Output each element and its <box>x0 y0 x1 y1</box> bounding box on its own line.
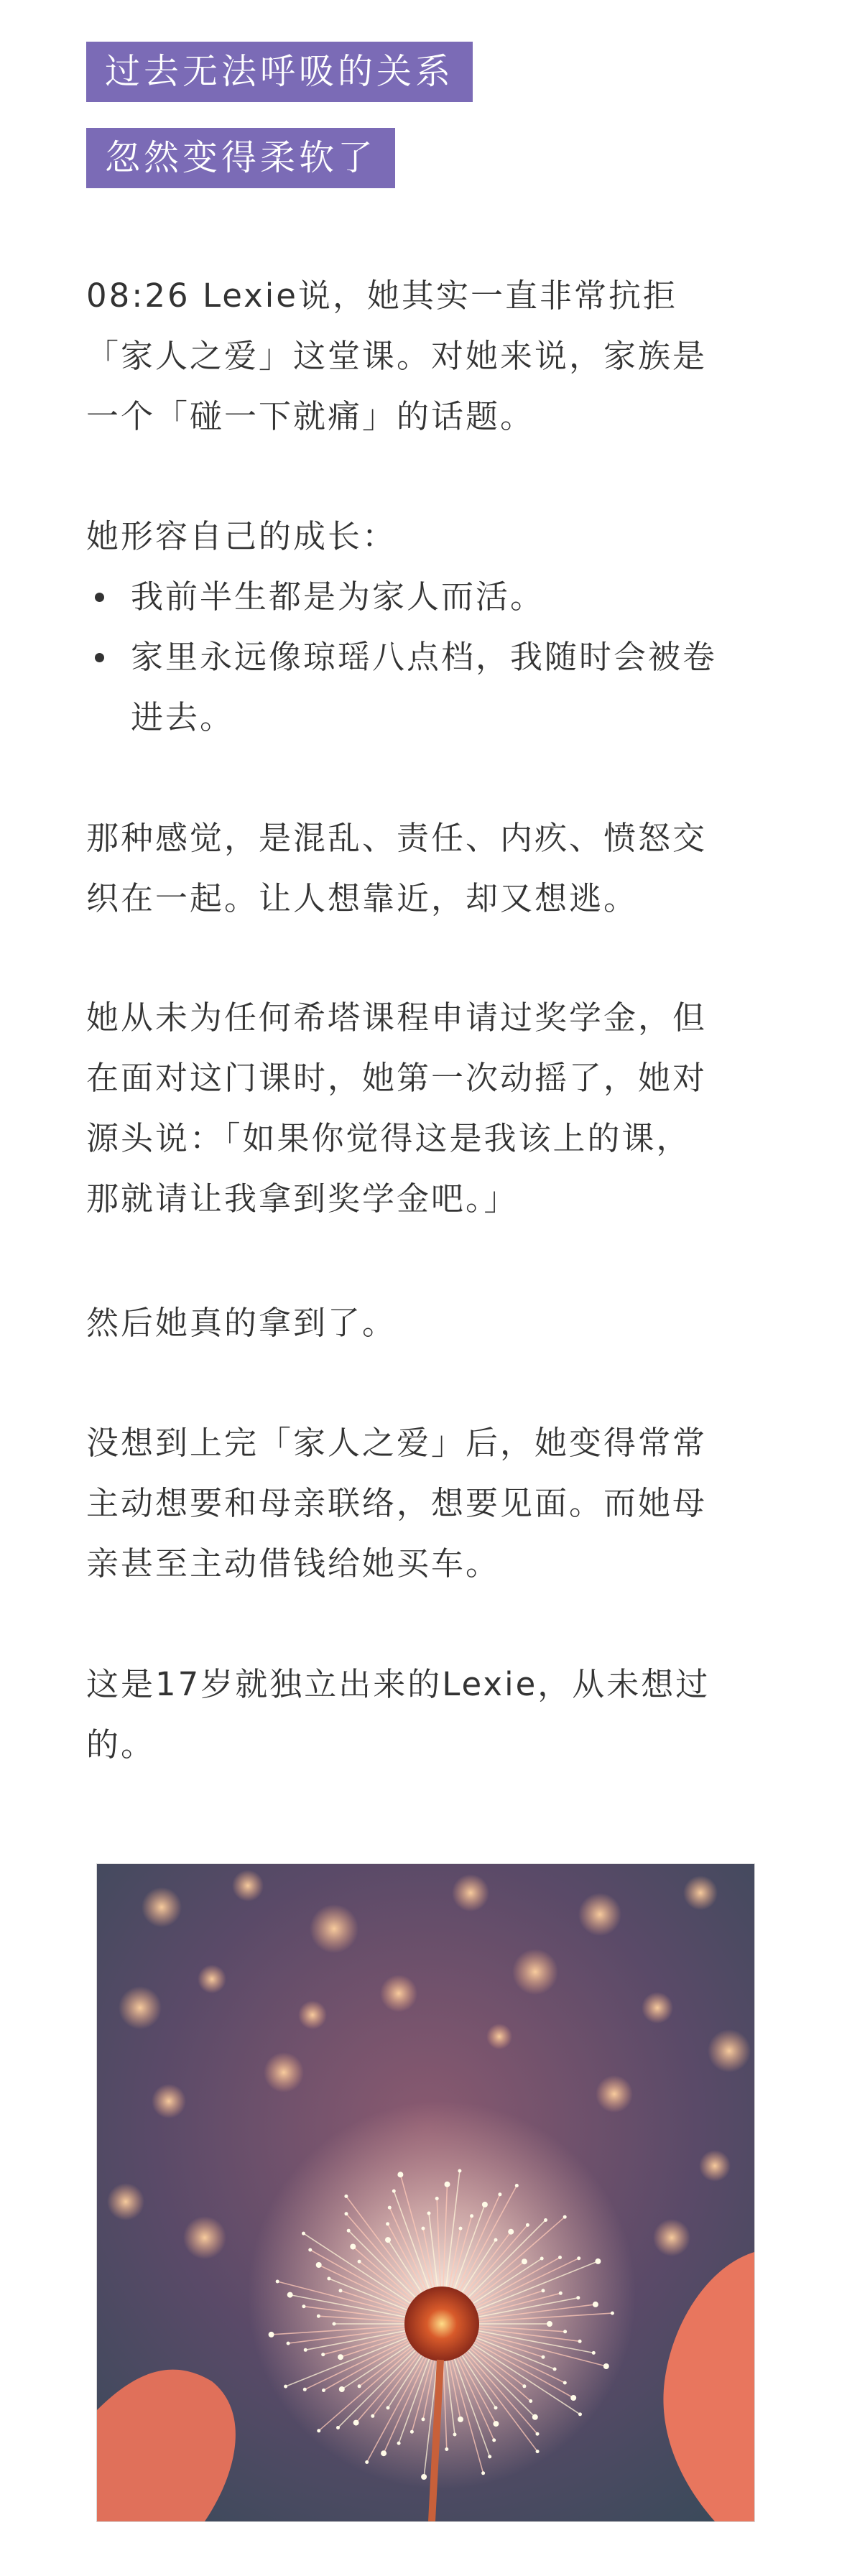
seed-sparkle <box>522 2258 527 2264</box>
seed-sparkle <box>371 2414 374 2418</box>
text-line: 在面对这门课时，她第一次动摇了，她对 <box>86 1059 708 1097</box>
dandelion-core <box>404 2287 479 2361</box>
seed-sparkle <box>422 2227 425 2230</box>
bokeh-light <box>683 1876 718 1910</box>
bokeh-light <box>512 1949 558 1995</box>
seed-sparkle <box>578 2340 582 2343</box>
seed-sparkle <box>321 2353 325 2356</box>
seed-sparkle <box>494 2406 498 2409</box>
seed-sparkle <box>302 2304 305 2308</box>
seed-sparkle <box>358 2260 361 2264</box>
seed-sparkle <box>287 2342 290 2345</box>
seed-sparkle <box>563 2381 567 2385</box>
seed-sparkle <box>336 2426 340 2429</box>
seed-sparkle <box>570 2395 576 2401</box>
seed-sparkle <box>611 2312 614 2315</box>
seed-sparkle <box>316 2262 322 2268</box>
seed-sparkle <box>303 2388 307 2391</box>
bokeh-light <box>699 2150 731 2182</box>
text-line: 她形容自己的成长： <box>86 517 397 555</box>
seed-sparkle <box>459 2227 463 2230</box>
bokeh-light <box>119 1986 162 2029</box>
bokeh-light <box>708 2029 751 2072</box>
seed-sparkle <box>526 2223 529 2227</box>
paragraph-5 <box>86 1293 769 1353</box>
seed-sparkle <box>508 2229 514 2235</box>
seed-sparkle <box>353 2420 359 2426</box>
bokeh-light <box>298 2001 327 2029</box>
seed-sparkle <box>592 2351 596 2355</box>
bokeh-light <box>653 2219 690 2256</box>
bokeh-light <box>486 2024 512 2049</box>
seed-sparkle <box>347 2229 351 2233</box>
seed-sparkle <box>427 2212 431 2215</box>
text-line: 亲甚至主动借钱给她买车。 <box>86 1544 501 1583</box>
seed-sparkle <box>542 2355 545 2359</box>
seed-sparkle <box>576 2296 580 2299</box>
seed-sparkle <box>302 2232 305 2236</box>
seed-sparkle <box>458 2417 463 2422</box>
bullet-icon <box>95 593 104 602</box>
seed-sparkle <box>358 2384 361 2388</box>
seed-sparkle <box>540 2257 544 2261</box>
seed-sparkle <box>287 2292 293 2298</box>
seed-sparkle <box>578 2412 582 2416</box>
bokeh-light <box>380 1975 417 2012</box>
seed-sparkle <box>327 2277 330 2281</box>
seed-sparkle <box>339 2386 345 2392</box>
text-line: 那就请让我拿到奖学金吧。」 <box>86 1180 519 1218</box>
seed-sparkle <box>593 2302 598 2307</box>
headline-line-1: 过去无法呼吸的关系 <box>86 42 473 102</box>
seed-sparkle <box>529 2399 532 2403</box>
paragraph-7 <box>86 1654 769 1775</box>
bokeh-light <box>642 1992 673 2024</box>
seed-sparkle <box>515 2184 519 2187</box>
seed-sparkle <box>458 2169 461 2173</box>
list-item <box>86 627 769 748</box>
paragraph-2 <box>86 506 769 567</box>
bokeh-light <box>142 1887 182 1927</box>
seed-sparkle <box>284 2385 287 2389</box>
seed-sparkle <box>498 2192 501 2196</box>
seed-sparkle <box>563 2215 567 2219</box>
seed-sparkle <box>532 2414 538 2420</box>
text-line: 的。 <box>86 1725 156 1764</box>
seed-sparkle <box>522 2384 526 2388</box>
seed-sparkle <box>350 2244 356 2250</box>
seed-sparkle <box>453 2433 457 2437</box>
seed-sparkle <box>422 2417 425 2421</box>
bullet-list <box>86 567 769 748</box>
seed-sparkle <box>553 2368 557 2371</box>
text-line: 那种感觉，是混乱、责任、内疚、愤怒交 <box>86 819 708 857</box>
text-line: 她从未为任何希塔课程申请过奖学金，但 <box>86 999 708 1037</box>
seed-sparkle <box>494 2238 498 2242</box>
text-line: 主动想要和母亲联络，想要见面。而她母 <box>86 1484 708 1522</box>
seed-sparkle <box>344 2195 348 2198</box>
text-line: 一个「碰一下就痛」的话题。 <box>86 397 535 435</box>
bokeh-light <box>310 1904 358 1953</box>
paragraph-6 <box>86 1413 769 1594</box>
seed-sparkle <box>488 2455 491 2458</box>
seed-sparkle <box>392 2190 396 2193</box>
seed-sparkle <box>388 2206 392 2210</box>
seed-sparkle <box>381 2450 387 2456</box>
seed-sparkle <box>421 2474 427 2480</box>
bokeh-light <box>152 2084 186 2118</box>
seed-sparkle <box>410 2430 414 2434</box>
text-line: 然后她真的拿到了。 <box>86 1304 397 1342</box>
seed-sparkle <box>387 2406 390 2409</box>
seed-sparkle <box>397 2172 403 2177</box>
paragraph-1 <box>86 266 769 447</box>
seed-sparkle <box>536 2432 540 2436</box>
seed-sparkle <box>493 2421 499 2427</box>
text-line: 家里永远像琼瑶八点档，我随时会被卷 <box>131 638 718 676</box>
seed-sparkle <box>397 2442 401 2445</box>
seed-sparkle <box>317 2315 320 2318</box>
bullet-icon <box>95 653 104 662</box>
seed-sparkle <box>345 2212 348 2215</box>
seed-sparkle <box>304 2348 307 2352</box>
seed-sparkle <box>445 2447 448 2451</box>
text-line: 「家人之爱」这堂课。对她来说，家族是 <box>86 337 708 375</box>
seed-sparkle <box>308 2248 312 2252</box>
seed-sparkle <box>563 2330 567 2333</box>
seed-sparkle <box>559 2292 563 2295</box>
seed-sparkle <box>322 2389 325 2392</box>
bokeh-light <box>452 1874 489 1912</box>
text-line: 我前半生都是为家人而活。 <box>131 578 545 616</box>
paragraph-4 <box>86 988 769 1229</box>
seed-sparkle <box>385 2237 391 2243</box>
bokeh-light <box>183 2216 226 2259</box>
seed-sparkle <box>577 2256 580 2260</box>
seed-sparkle <box>276 2280 279 2284</box>
bokeh-light <box>232 1870 264 1901</box>
paragraph-3 <box>86 808 769 929</box>
seed-sparkle <box>269 2332 274 2338</box>
list-item <box>86 567 769 627</box>
seed-sparkle <box>317 2429 320 2432</box>
seed-sparkle <box>470 2214 473 2218</box>
seed-sparkle <box>333 2322 336 2326</box>
seed-sparkle <box>338 2354 343 2360</box>
bokeh-light <box>198 1965 226 1993</box>
bokeh-light <box>578 1893 621 1936</box>
seed-sparkle <box>435 2197 439 2200</box>
seed-sparkle <box>544 2218 547 2222</box>
bokeh-light <box>264 2052 304 2093</box>
seed-sparkle <box>482 2202 488 2207</box>
bokeh-light <box>596 2075 633 2113</box>
seed-sparkle <box>386 2222 389 2225</box>
text-line: 织在一起。让人想靠近，却又想逃。 <box>86 879 639 917</box>
text-line: 进去。 <box>131 698 235 736</box>
seed-sparkle <box>542 2289 545 2292</box>
text-line: 源头说：「如果你觉得这是我该上的课， <box>86 1119 691 1157</box>
left-hand <box>97 2370 236 2521</box>
seed-sparkle <box>445 2182 450 2187</box>
bokeh-light <box>107 2183 144 2220</box>
seed-sparkle <box>339 2289 343 2292</box>
seed-sparkle <box>603 2363 609 2369</box>
headline-line-2: 忽然变得柔软了 <box>86 128 395 188</box>
seed-sparkle <box>558 2256 562 2259</box>
seed-sparkle <box>547 2321 552 2327</box>
seed-sparkle <box>365 2460 369 2464</box>
text-line: 没想到上完「家人之爱」后，她变得常常 <box>86 1424 708 1462</box>
dandelion-photo <box>96 1863 755 2522</box>
seed-sparkle <box>492 2438 496 2442</box>
seed-sparkle <box>536 2450 540 2453</box>
seed-sparkle <box>595 2258 601 2264</box>
text-line: 这是17岁就独立出来的Lexie，从未想过 <box>86 1665 711 1703</box>
seed-sparkle <box>481 2471 485 2475</box>
text-line: 08:26 Lexie说，她其实一直非常抗拒 <box>86 277 677 315</box>
